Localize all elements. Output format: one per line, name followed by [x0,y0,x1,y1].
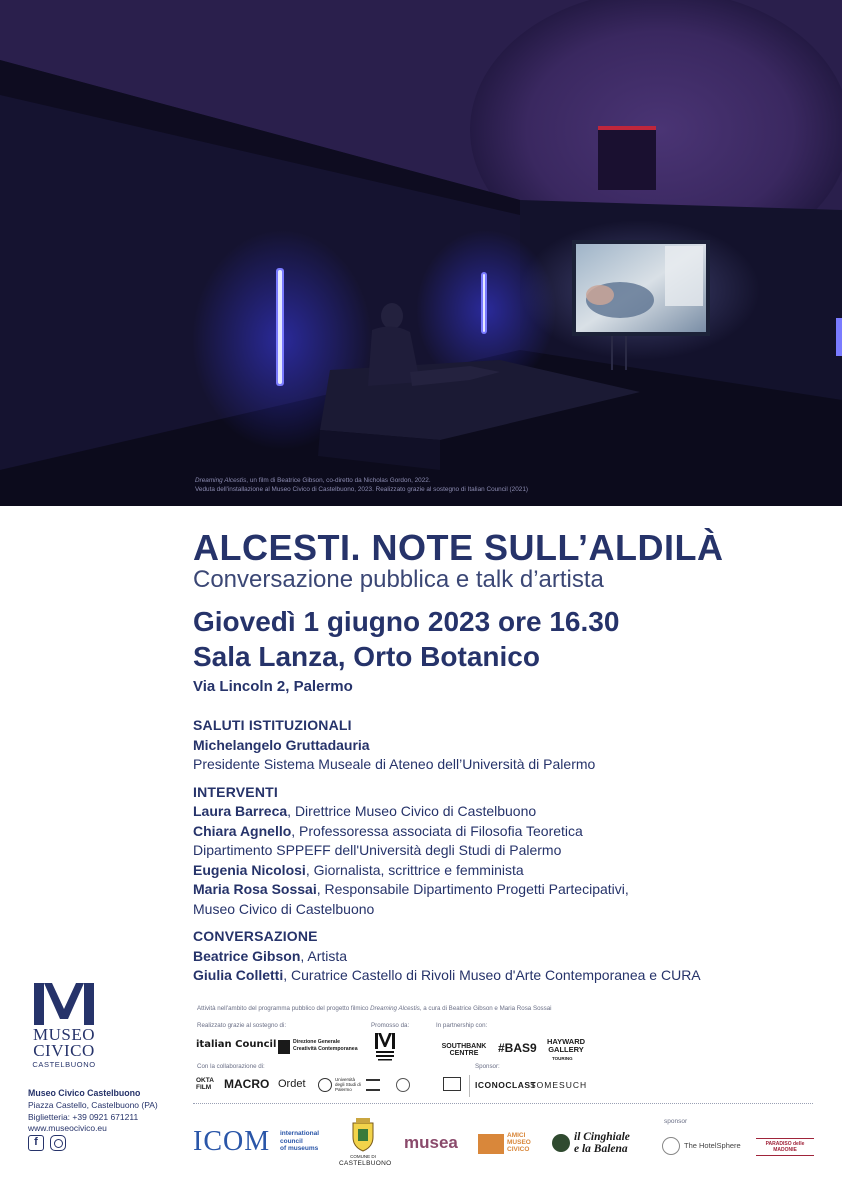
speaker-line [193,880,833,900]
installation-view-illustration [0,0,842,506]
interventi-heading: INTERVENTI [193,783,278,800]
logo-word-civico: CIVICO [33,1041,95,1060]
contact-phone: Biglietteria: +39 0921 671211 [28,1111,139,1122]
cinghiale-logo [574,1131,630,1155]
icom-text [280,1130,319,1153]
museo-civico-small-icon [374,1033,396,1063]
saluti-role: Presidente Sistema Museale di Ateneo dell’Università di Palermo [193,756,596,772]
speaker-name: Laura Barreca [193,803,288,819]
program [193,716,833,986]
museum-contacts [28,1088,158,1135]
contact-address: Piazza Castello, Castelbuono (PA) [28,1099,158,1110]
event-date: Giovedì 1 giugno 2023 ore 16.30 [193,606,620,637]
saluti-name: Michelangelo Gruttadauria [193,736,370,753]
speaker-name: Eugenia Nicolosi [193,861,306,878]
hayward-gallery-logo: HAYWARD GALLERY [546,1037,586,1054]
speaker-role: , Direttrice Museo Civico di Castelbuono [287,803,537,819]
museo-m-icon [30,983,98,1025]
sppeff-icon [366,1079,380,1091]
speaker-line [193,861,833,881]
partnership-label: In partnership con: [436,1022,488,1029]
speaker-role: , Responsabile Dipartimento Progetti Partecipativi, [316,881,629,897]
speaker-line [193,966,833,986]
event-title: ALCESTI. NOTE SULL’ALDILÀ [193,527,724,568]
comune-label-a: COMUNE DI [350,1154,376,1159]
saluti-heading: SALUTI ISTITUZIONALI [193,717,352,733]
contact-website[interactable]: www.museocivico.eu [28,1123,107,1134]
conversazione-heading: CONVERSAZIONE [193,928,318,944]
hotelsphere-logo: The HotelSphere [684,1141,741,1150]
speaker-role: , Artista [300,947,348,964]
support-label: Realizzato grazie al sostegno di: [197,1022,287,1029]
social-links [28,1135,66,1151]
speaker-line [193,900,833,920]
speaker-line [193,822,833,842]
cinghiale-icon [552,1134,570,1152]
amici-line2: MUSEO [507,1139,531,1146]
ordet-logo: Ordet [278,1078,306,1090]
promoted-label: Promosso da: [371,1022,410,1029]
speaker-name: Maria Rosa Sossai [193,881,317,897]
speaker-name: Beatrice Gibson [193,947,301,964]
paradiso-madonie-logo: PARADISO delle MADONIE [756,1138,814,1156]
speaker-role: , Giornalista, scrittrice e femminista [305,861,524,878]
credits-intro-b: , a cura di Beatrice Gibson e Maria Rosa Sossai [419,1005,552,1012]
unipa-logo: Università degli Studi di Palermo [335,1077,361,1092]
instagram-icon[interactable] [50,1135,66,1151]
amici-museo-logo [507,1132,531,1153]
icom-text-3: of museums [280,1145,319,1152]
speaker-line [193,947,833,967]
unipa-seal-icon [318,1078,332,1092]
credits-intro [197,1005,552,1012]
amici-line3: CIVICO [507,1146,530,1153]
sbe-seal-icon [396,1078,410,1092]
okta-film-logo: OKTA FILM [196,1077,214,1091]
cinghiale-line2: e la Balena [574,1143,628,1155]
sponsor-label-bottom: sponsor [664,1118,688,1125]
caption-line2: Veduta dell'installazione al Museo Civico di Castelbuono, 2023. Realizzato grazie al sostegno di Italian Council (2021) [195,486,529,493]
icom-logo: ICOM [193,1126,271,1157]
southbank-centre-logo: SOUTHBANK CENTRE [441,1043,487,1057]
logo-word-museo: MUSEO [32,1025,95,1044]
amici-museo-icon [478,1134,504,1154]
event-address: Via Lincoln 2, Palermo [193,678,353,695]
credits-intro-a: Attività nell'ambito del programma pubblico del progetto filmico [197,1005,371,1012]
amici-line1: AMICI [507,1132,526,1139]
speaker-role: , Professoressa associata di Filosofia Teoretica [291,822,583,839]
sponsor-divider [469,1075,470,1097]
event-subtitle: Conversazione pubblica e talk d’artista [193,566,604,593]
musea-logo: musea [404,1133,458,1152]
bas9-logo: #BAS9 [498,1041,537,1055]
somesuch-logo: SOMESUCH [530,1080,588,1090]
credits-divider [193,1103,813,1104]
event-venue: Sala Lanza, Orto Botanico [193,641,540,672]
dgcc-line1: Direzione Generale [293,1039,340,1045]
dgcc-icon [278,1040,290,1054]
speaker-line [193,802,833,822]
speaker-name: Chiara Agnello [193,822,292,839]
photo-caption [195,476,528,494]
contact-title: Museo Civico Castelbuono [28,1088,141,1098]
speaker-role: , Curatrice Castello di Rivoli Museo d'Arte Contemporanea e CURA [283,967,701,983]
caption-line1: , un film di Beatrice Gibson, co-diretto da Nicholas Gordon, 2022. [246,477,431,484]
ateneo-building-icon [443,1077,461,1091]
collab-label: Con la collaborazione di: [197,1063,265,1070]
museo-civico-logo [28,983,100,1069]
italian-council-logo: italian Council [196,1039,277,1050]
facebook-icon[interactable]: f [28,1135,44,1151]
icom-text-2: council [280,1137,303,1145]
comune-crest-icon [350,1117,376,1153]
speaker-name: Giulia Colletti [193,967,284,983]
speaker-line [193,841,833,861]
speaker-role: Museo Civico di Castelbuono [193,900,375,917]
logo-word-castelbuono: CASTELBUONO [32,1060,96,1069]
caption-film-title: Dreaming Alcestis [195,477,247,484]
icom-text-1: international [280,1130,320,1137]
sponsor-label: Sponsor: [475,1063,500,1070]
credits-intro-film: Dreaming Alcestis [370,1005,420,1012]
dgcc-logo [293,1039,358,1052]
comune-label-b: CASTELBUONO [339,1160,392,1167]
cinghiale-line1: il Cinghiale [574,1131,630,1143]
iconoclast-logo: ICONOCLAST [475,1080,537,1090]
speaker-role: Dipartimento SPPEFF dell'Università degli Studi di Palermo [193,842,562,858]
macro-logo: MACRO [224,1077,270,1091]
hotelsphere-icon [662,1137,680,1155]
exhibition-photo [0,0,842,506]
hayward-touring: TOURING [552,1056,573,1061]
dgcc-line2: Creatività Contemporanea [293,1045,358,1052]
